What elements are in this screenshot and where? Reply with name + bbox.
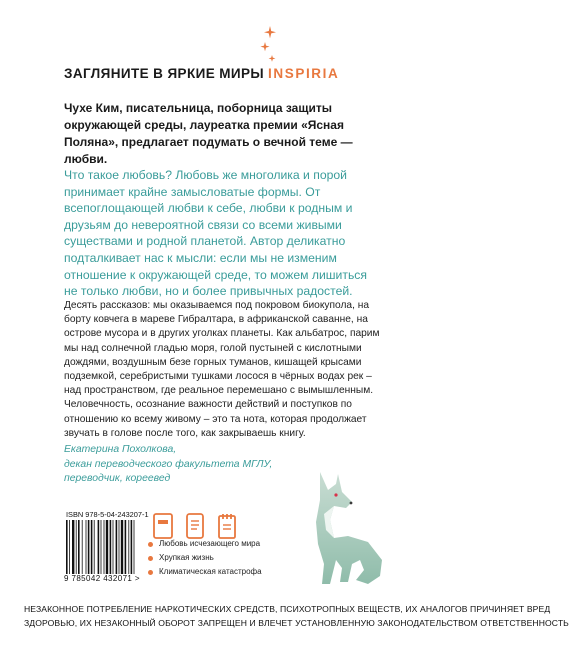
book-icon	[152, 512, 174, 540]
reviewer-name: Екатерина Похолкова,	[64, 444, 177, 455]
tablet-icon	[184, 512, 206, 540]
tagline-text: ЗАГЛЯНИТЕ В ЯРКИЕ МИРЫ	[64, 66, 265, 81]
topic-list	[148, 537, 298, 579]
legal-warning	[24, 602, 569, 642]
list-item: Климатическая катастрофа	[148, 565, 298, 579]
barcode-icon	[64, 520, 142, 578]
isbn-barcode	[64, 510, 149, 586]
annotation-paragraph: Десять рассказов: мы оказываемся под покровом биокупола, на борту ковчега в мареве Гибралтара, в африканской саванне, на острове мусора и в других уголках планеты. Как альбатрос, парим мы над солнечной гладью моря, голой пустыней с кислотными дождями, воздушным безе горных туманов, кишащей крысами подземкой, серебристыми тушками лосося в чёрных водах рек – над пространством, где реальное перемешано с вымышленным. Человечность, осознание важности действий и поступков по отношению ко всему живому – это та нота, которая продолжает звучать в голове после того, как закрываешь книгу.	[64, 300, 380, 439]
list-item: Хрупкая жизнь	[148, 551, 298, 565]
lead-paragraph: Чухе Ким, писательница, поборница защиты окружающей среды, лауреатка премии «Ясная Поляна», предлагает подумать о вечной теме — любви.	[64, 101, 353, 166]
blurb-paragraph: Что такое любовь? Любовь же многолика и порой принимает крайне замысловатые формы. От всепоглощающей любви к себе, любви к родным и друзьям до невероятной связи со всеми живыми существами и родной планетой. Автор деликатно подталкивает нас к мысли: если мы не изменим отношение к окружающей среде, то можем лишиться не только любви, но и более привычных радостей.	[64, 168, 367, 299]
reviewer-signature	[64, 443, 324, 487]
isbn-label: ISBN 978-5-04-243207-1	[66, 510, 149, 519]
series-tagline	[64, 66, 364, 81]
publisher-brand: INSPIRIA	[268, 66, 340, 81]
sparkles-icon	[258, 26, 282, 66]
bullet-icon	[148, 542, 153, 547]
fox-illustration	[290, 468, 390, 588]
bullet-icon	[148, 570, 153, 575]
reviewer-title-2: переводчик, кореевед	[64, 473, 171, 484]
bullet-icon	[148, 556, 153, 561]
list-item: Любовь исчезающего мира	[148, 537, 298, 551]
notepad-icon	[216, 512, 238, 540]
isbn-digits: 9 785042 432071 >	[64, 574, 142, 583]
warning-line-2: ЗДОРОВЬЮ, ИХ НЕЗАКОННЫЙ ОБОРОТ ЗАПРЕЩЕН И ВЛЕЧЕТ УСТАНОВЛЕННУЮ ЗАКОНОДАТЕЛЬСТВОМ ОТВЕТСТВЕННОСТЬ	[24, 618, 569, 628]
warning-line-1: НЕЗАКОННОЕ ПОТРЕБЛЕНИЕ НАРКОТИЧЕСКИХ СРЕДСТВ, ПСИХОТРОПНЫХ ВЕЩЕСТВ, ИХ АНАЛОГОВ ПРИЧИНЯЕТ ВРЕД	[24, 604, 551, 614]
reviewer-title-1: декан переводческого факультета МГЛУ,	[64, 458, 273, 470]
